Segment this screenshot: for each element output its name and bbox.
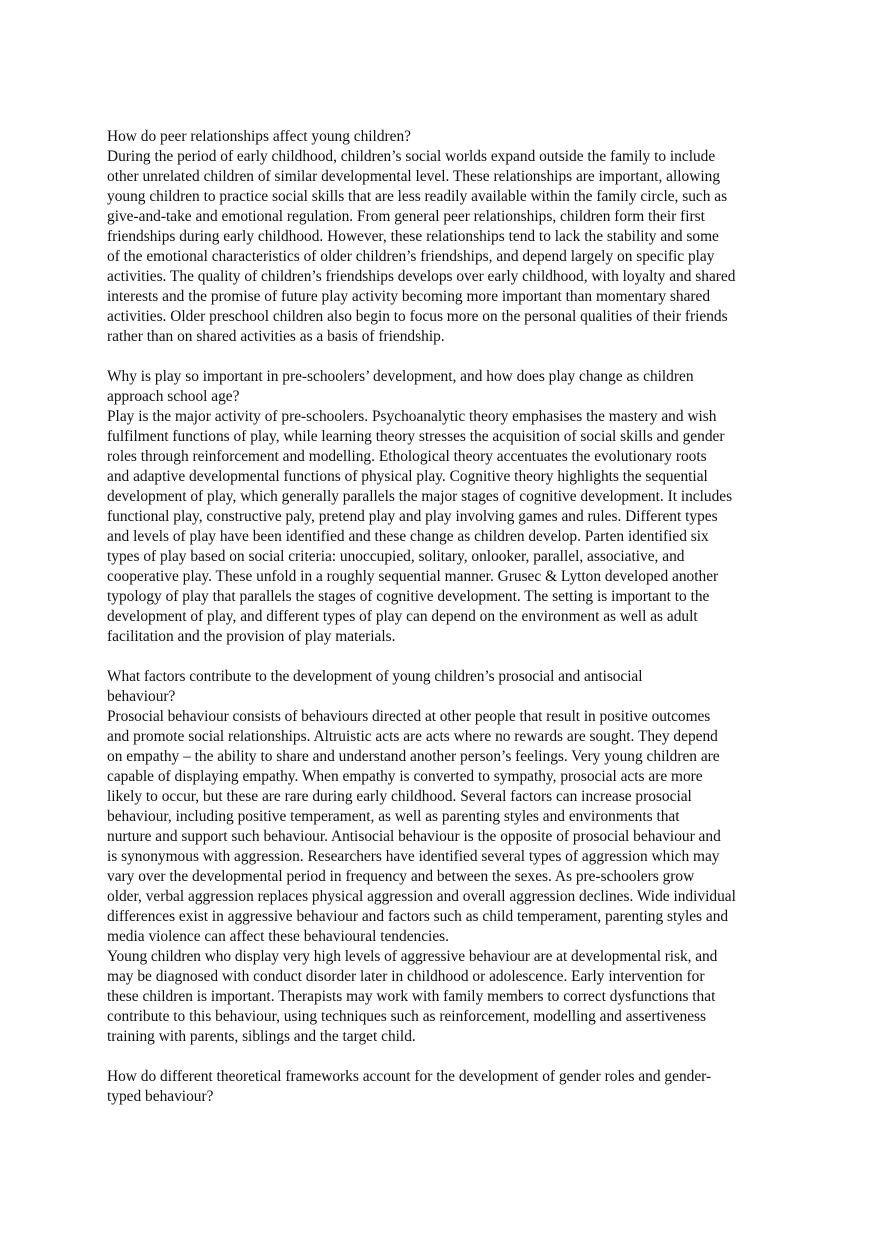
section-prosocial-antisocial (107, 667, 771, 1047)
text-line: vary over the developmental period in frequency and between the sexes. As pre-schoolers grow (107, 868, 695, 885)
text-line: differences exist in aggressive behaviour and factors such as child temperament, parenting styles and (107, 908, 729, 925)
text-line: activities. Older preschool children also begin to focus more on the personal qualities of their friends (107, 308, 728, 325)
section-question (107, 367, 771, 407)
text-line: capable of displaying empathy. When empathy is converted to sympathy, prosocial acts are more (107, 768, 703, 785)
question-line: Why is play so important in pre-schoolers’ development, and how does play change as children (107, 368, 694, 385)
text-line: other unrelated children of similar developmental level. These relationships are important, allowing (107, 168, 721, 185)
question-line: How do different theoretical frameworks account for the development of gender roles and gender- (107, 1068, 712, 1085)
section-question (107, 1067, 771, 1107)
document-page (107, 127, 771, 1107)
text-line: development of play, and different types of play can depend on the environment as well as adult (107, 608, 698, 625)
text-line: these children is important. Therapists may work with family members to correct dysfunctions that (107, 988, 716, 1005)
text-line: may be diagnosed with conduct disorder later in childhood or adolescence. Early intervention for (107, 968, 705, 985)
text-line: development of play, which generally parallels the major stages of cognitive development. It includes (107, 488, 733, 505)
text-line: behaviour, including positive temperament, as well as parenting styles and environments that (107, 808, 680, 825)
section-paragraph (107, 707, 771, 947)
paragraph-gap (107, 347, 771, 367)
section-question (107, 127, 771, 147)
question-line: typed behaviour? (107, 1088, 214, 1105)
text-line: on empathy – the ability to share and understand another person’s feelings. Very young children are (107, 748, 720, 765)
question-line: What factors contribute to the development of young children’s prosocial and antisocial (107, 668, 643, 685)
text-line: Play is the major activity of pre-schoolers. Psychoanalytic theory emphasises the mastery and wish (107, 408, 717, 425)
text-line: Prosocial behaviour consists of behaviours directed at other people that result in positive outcomes (107, 708, 711, 725)
question-line: behaviour? (107, 688, 176, 705)
text-line: of the emotional characteristics of older children’s friendships, and depend largely on specific play (107, 248, 715, 265)
text-line: fulfilment functions of play, while learning theory stresses the acquisition of social skills and gender (107, 428, 725, 445)
text-line: roles through reinforcement and modelling. Ethological theory accentuates the evolutionary roots (107, 448, 707, 465)
question-line: approach school age? (107, 388, 240, 405)
text-line: facilitation and the provision of play materials. (107, 628, 396, 645)
section-paragraph (107, 147, 771, 347)
paragraph-gap (107, 1047, 771, 1067)
text-line: contribute to this behaviour, using techniques such as reinforcement, modelling and assertiveness (107, 1008, 707, 1025)
section-question (107, 667, 771, 707)
text-line: give-and-take and emotional regulation. From general peer relationships, children form their first (107, 208, 705, 225)
text-line: and levels of play have been identified and these change as children develop. Parten identified six (107, 528, 709, 545)
section-paragraph (107, 407, 771, 647)
text-line: young children to practice social skills that are less readily available within the family circle, such as (107, 188, 728, 205)
text-line: older, verbal aggression replaces physical aggression and overall aggression declines. Wide individual (107, 888, 736, 905)
section-peer-relationships (107, 127, 771, 347)
text-line: rather than on shared activities as a basis of friendship. (107, 328, 445, 345)
text-line: is synonymous with aggression. Researchers have identified several types of aggression which may (107, 848, 720, 865)
section-play-development (107, 367, 771, 647)
section-gender-roles (107, 1067, 771, 1107)
text-line: likely to occur, but these are rare during early childhood. Several factors can increase prosocial (107, 788, 692, 805)
text-line: interests and the promise of future play activity becoming more important than momentary shared (107, 288, 711, 305)
text-line: training with parents, siblings and the target child. (107, 1028, 416, 1045)
question-line: How do peer relationships affect young children? (107, 128, 412, 145)
text-line: nurture and support such behaviour. Antisocial behaviour is the opposite of prosocial behaviour and (107, 828, 721, 845)
text-line: media violence can affect these behavioural tendencies. (107, 928, 449, 945)
section-paragraph (107, 947, 771, 1047)
text-line: and promote social relationships. Altruistic acts are acts where no rewards are sought. They depend (107, 728, 718, 745)
paragraph-gap (107, 647, 771, 667)
text-line: and adaptive developmental functions of physical play. Cognitive theory highlights the sequential (107, 468, 708, 485)
text-line: Young children who display very high levels of aggressive behaviour are at developmental risk, and (107, 948, 718, 965)
text-line: typology of play that parallels the stages of cognitive development. The setting is important to the (107, 588, 710, 605)
text-line: cooperative play. These unfold in a roughly sequential manner. Grusec & Lytton developed another (107, 568, 719, 585)
text-line: friendships during early childhood. However, these relationships tend to lack the stability and some (107, 228, 719, 245)
text-line: activities. The quality of children’s friendships develops over early childhood, with loyalty and shared (107, 268, 736, 285)
text-line: During the period of early childhood, children’s social worlds expand outside the family to include (107, 148, 716, 165)
text-line: functional play, constructive paly, pretend play and play involving games and rules. Different types (107, 508, 718, 525)
text-line: types of play based on social criteria: unoccupied, solitary, onlooker, parallel, associative, and (107, 548, 685, 565)
